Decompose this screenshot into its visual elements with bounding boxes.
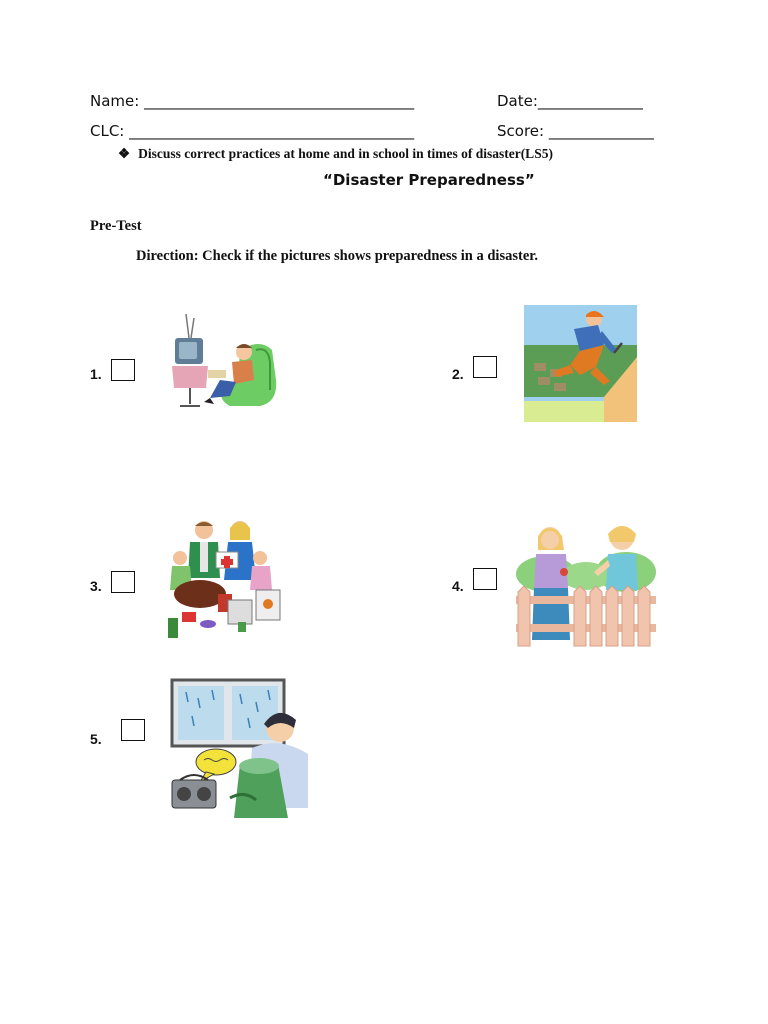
family-emergency-kit-illustration: [162, 518, 290, 642]
worksheet-title: “Disaster Preparedness”: [323, 171, 535, 189]
clc-field[interactable]: CLC: ______________________________________: [90, 122, 415, 140]
objective-text: Discuss correct practices at home and in school in times of disaster(LS5): [138, 146, 553, 161]
checkbox-5[interactable]: [121, 719, 145, 741]
score-field[interactable]: Score: ______________: [497, 122, 654, 140]
checkbox-1[interactable]: [111, 359, 135, 381]
checkbox-4[interactable]: [473, 568, 497, 590]
item-number-3: 3.: [90, 578, 102, 594]
man-watching-tv-illustration: [160, 310, 298, 414]
date-field[interactable]: Date:______________: [497, 92, 643, 110]
man-packing-bag-radio-illustration: [168, 678, 314, 822]
name-field[interactable]: Name: ____________________________________: [90, 92, 415, 110]
item-number-2: 2.: [452, 366, 464, 382]
objective-line: [118, 146, 553, 162]
checkbox-3[interactable]: [111, 571, 135, 593]
item-number-4: 4.: [452, 578, 464, 594]
diamond-bullet-icon: ❖: [118, 146, 131, 161]
item-number-5: 5.: [90, 731, 102, 747]
man-repairing-roof-illustration: [524, 305, 637, 422]
direction-text: Direction: Check if the pictures shows preparedness in a disaster.: [136, 248, 538, 264]
checkbox-2[interactable]: [473, 356, 497, 378]
section-heading: Pre-Test: [90, 218, 142, 234]
women-chatting-at-fence-illustration: [516, 520, 656, 650]
item-number-1: 1.: [90, 366, 102, 382]
